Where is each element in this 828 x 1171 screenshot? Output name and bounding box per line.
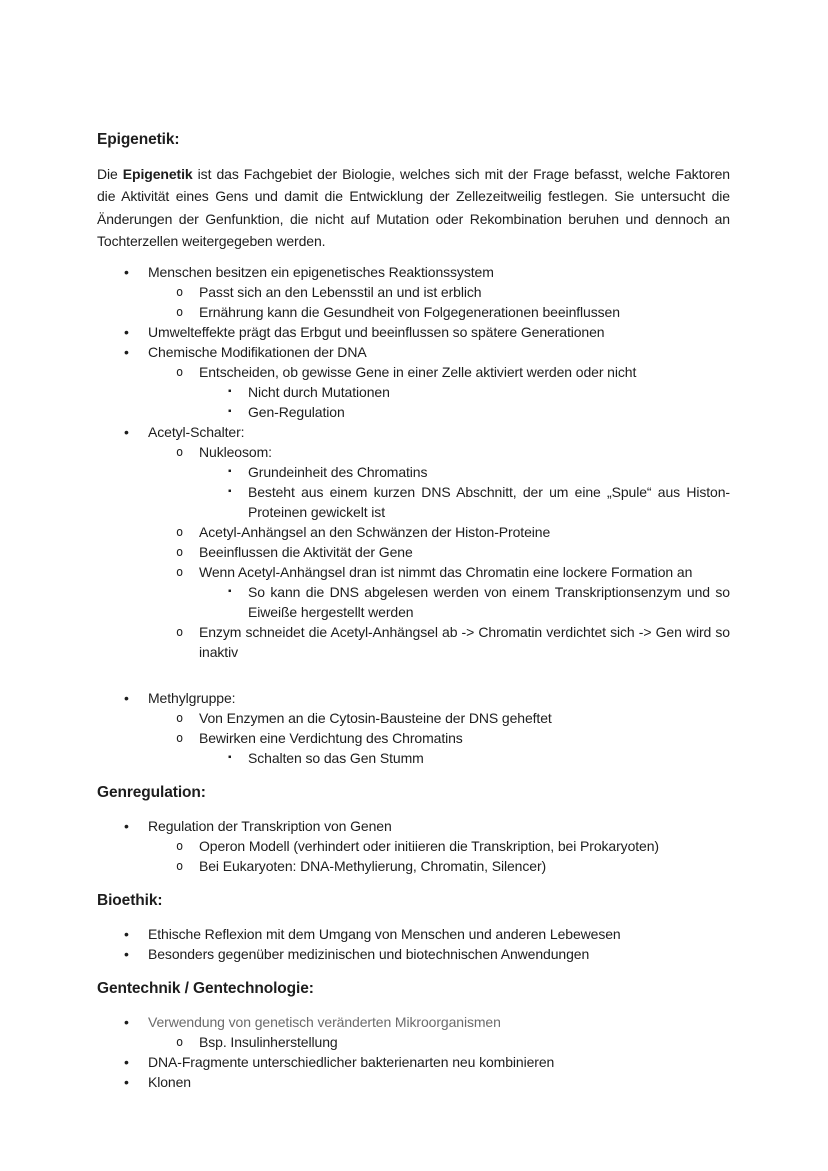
list-item-text: Entscheiden, ob gewisse Gene in einer Zelle aktiviert werden oder nicht bbox=[199, 363, 637, 380]
bullet-dot-marker: • bbox=[124, 343, 129, 360]
bullet-circle-marker: o bbox=[176, 710, 184, 725]
list-item-text: Methylgruppe: bbox=[148, 689, 236, 706]
list-item-text: Bewirken eine Verdichtung des Chromatins bbox=[199, 729, 463, 746]
bullet-square-marker: ▪ bbox=[228, 405, 232, 417]
bullet-dot-marker: • bbox=[124, 1013, 129, 1030]
list-item bbox=[97, 442, 730, 462]
intro-body: ist das Fachgebiet der Biologie, welches sich mit der Frage befasst, welche Faktoren die Aktivität eines Gens und damit die Entwicklung der Zellezeitweilig festlegen. Sie untersucht die Änderungen der Genfunktion, die nicht auf Mutation oder Rekombination beruhen und dennoch an Tochterzellen weitergegeben werden. bbox=[97, 166, 730, 250]
bullet-circle-marker: o bbox=[176, 524, 184, 539]
bullet-dot-marker: • bbox=[124, 689, 129, 706]
list-item bbox=[97, 1052, 730, 1072]
genregulation-list bbox=[97, 816, 730, 876]
list-item-text: Schalten so das Gen Stumm bbox=[248, 749, 424, 766]
bullet-circle-marker: o bbox=[176, 1034, 184, 1049]
list-item-text: Besteht aus einem kurzen DNS Abschnitt, der um eine „Spule“ aus Histon-Proteinen gewickelt ist bbox=[248, 483, 730, 520]
list-item-text: Besonders gegenüber medizinischen und biotechnischen Anwendungen bbox=[148, 945, 590, 962]
bullet-circle-marker: o bbox=[176, 564, 184, 579]
bullet-circle-marker: o bbox=[176, 624, 184, 639]
bioethik-list bbox=[97, 924, 730, 964]
list-item-text: Umwelteffekte prägt das Erbgut und beeinflussen so spätere Generationen bbox=[148, 323, 605, 340]
list-item bbox=[97, 728, 730, 748]
list-item bbox=[97, 562, 730, 582]
section-heading-genregulation: Genregulation: bbox=[97, 783, 206, 801]
list-item-text: Ernährung kann die Gesundheit von Folgegenerationen beeinflussen bbox=[199, 303, 620, 320]
list-item-text: Nukleosom: bbox=[199, 443, 272, 460]
list-item bbox=[97, 462, 730, 482]
bullet-dot-marker: • bbox=[124, 817, 129, 834]
list-item-text: Bei Eukaryoten: DNA-Methylierung, Chromatin, Silencer) bbox=[199, 857, 547, 874]
methylgruppe-list bbox=[97, 688, 730, 768]
gentechnik-list bbox=[97, 1012, 730, 1092]
list-item bbox=[97, 482, 730, 522]
list-item-text: Ethische Reflexion mit dem Umgang von Menschen und anderen Lebewesen bbox=[148, 925, 621, 942]
bullet-circle-marker: o bbox=[176, 444, 184, 459]
bullet-dot-marker: • bbox=[124, 945, 129, 962]
list-item-text: Gen-Regulation bbox=[248, 403, 345, 420]
list-item-text: Regulation der Transkription von Genen bbox=[148, 817, 392, 834]
intro-lead-bold: Epigenetik bbox=[122, 166, 193, 182]
list-item bbox=[97, 622, 730, 662]
list-item-text: Chemische Modifikationen der DNA bbox=[148, 343, 367, 360]
intro-paragraph bbox=[97, 163, 730, 253]
list-item bbox=[97, 708, 730, 728]
list-item-text: Passt sich an den Lebensstil an und ist erblich bbox=[199, 283, 482, 300]
bullet-circle-marker: o bbox=[176, 284, 184, 299]
bullet-dot-marker: • bbox=[124, 423, 129, 440]
list-item-text: So kann die DNS abgelesen werden von einem Transkriptionsenzym und so Eiweiße hergestellt werden bbox=[248, 583, 730, 620]
bullet-dot-marker: • bbox=[124, 1073, 129, 1090]
list-item-text: Bsp. Insulinherstellung bbox=[199, 1033, 338, 1050]
list-item bbox=[97, 522, 730, 542]
section-heading-bioethik: Bioethik: bbox=[97, 891, 163, 909]
bullet-circle-marker: o bbox=[176, 858, 184, 873]
bullet-circle-marker: o bbox=[176, 304, 184, 319]
list-item bbox=[97, 402, 730, 422]
bullet-dot-marker: • bbox=[124, 925, 129, 942]
list-item-text: DNA-Fragmente unterschiedlicher bakterienarten neu kombinieren bbox=[148, 1053, 555, 1070]
bullet-square-marker: ▪ bbox=[228, 751, 232, 763]
list-item bbox=[97, 856, 730, 876]
list-item bbox=[97, 342, 730, 362]
list-item bbox=[97, 542, 730, 562]
list-item-text-muted: Verwendung von genetisch veränderten Mikroorganismen bbox=[148, 1013, 501, 1030]
list-item bbox=[97, 582, 730, 622]
bullet-dot-marker: • bbox=[124, 1053, 129, 1070]
list-item bbox=[97, 262, 730, 282]
list-item bbox=[97, 748, 730, 768]
list-item-text: Acetyl-Schalter: bbox=[148, 423, 245, 440]
list-item bbox=[97, 924, 730, 944]
list-item bbox=[97, 382, 730, 402]
list-item-text: Acetyl-Anhängsel an den Schwänzen der Histon-Proteine bbox=[199, 523, 551, 540]
list-item bbox=[97, 1032, 730, 1052]
bullet-square-marker: ▪ bbox=[228, 385, 232, 397]
bullet-dot-marker: • bbox=[124, 263, 129, 280]
list-item-text: Beeinflussen die Aktivität der Gene bbox=[199, 543, 413, 560]
list-item-text: Menschen besitzen ein epigenetisches Reaktionssystem bbox=[148, 263, 494, 280]
list-item bbox=[97, 816, 730, 836]
list-item bbox=[97, 1012, 730, 1032]
list-item bbox=[97, 1072, 730, 1092]
bullet-square-marker: ▪ bbox=[228, 465, 232, 477]
section-heading-gentechnik: Gentechnik / Gentechnologie: bbox=[97, 979, 314, 997]
list-item bbox=[97, 836, 730, 856]
list-item bbox=[97, 944, 730, 964]
bullet-square-marker: ▪ bbox=[228, 485, 232, 497]
list-item bbox=[97, 362, 730, 382]
list-item-text: Enzym schneidet die Acetyl-Anhängsel ab -> Chromatin verdichtet sich -> Gen wird so inaktiv bbox=[199, 623, 730, 660]
list-item-text: Klonen bbox=[148, 1073, 191, 1090]
list-item-text: Operon Modell (verhindert oder initiieren die Transkription, bei Prokaryoten) bbox=[199, 837, 659, 854]
list-item-text: Von Enzymen an die Cytosin-Bausteine der DNS geheftet bbox=[199, 709, 552, 726]
bullet-circle-marker: o bbox=[176, 730, 184, 745]
bullet-circle-marker: o bbox=[176, 544, 184, 559]
list-item bbox=[97, 302, 730, 322]
list-item-text: Wenn Acetyl-Anhängsel dran ist nimmt das Chromatin eine lockere Formation an bbox=[199, 563, 693, 580]
list-item-text: Nicht durch Mutationen bbox=[248, 383, 390, 400]
epigenetik-list bbox=[97, 262, 730, 662]
list-item-text: Grundeinheit des Chromatins bbox=[248, 463, 428, 480]
bullet-dot-marker: • bbox=[124, 323, 129, 340]
list-item bbox=[97, 688, 730, 708]
intro-lead: Die bbox=[97, 166, 123, 182]
list-item bbox=[97, 282, 730, 302]
section-heading-epigenetik: Epigenetik: bbox=[97, 131, 180, 148]
bullet-circle-marker: o bbox=[176, 838, 184, 853]
bullet-square-marker: ▪ bbox=[228, 585, 232, 597]
bullet-circle-marker: o bbox=[176, 364, 184, 379]
list-item bbox=[97, 322, 730, 342]
list-item bbox=[97, 422, 730, 442]
